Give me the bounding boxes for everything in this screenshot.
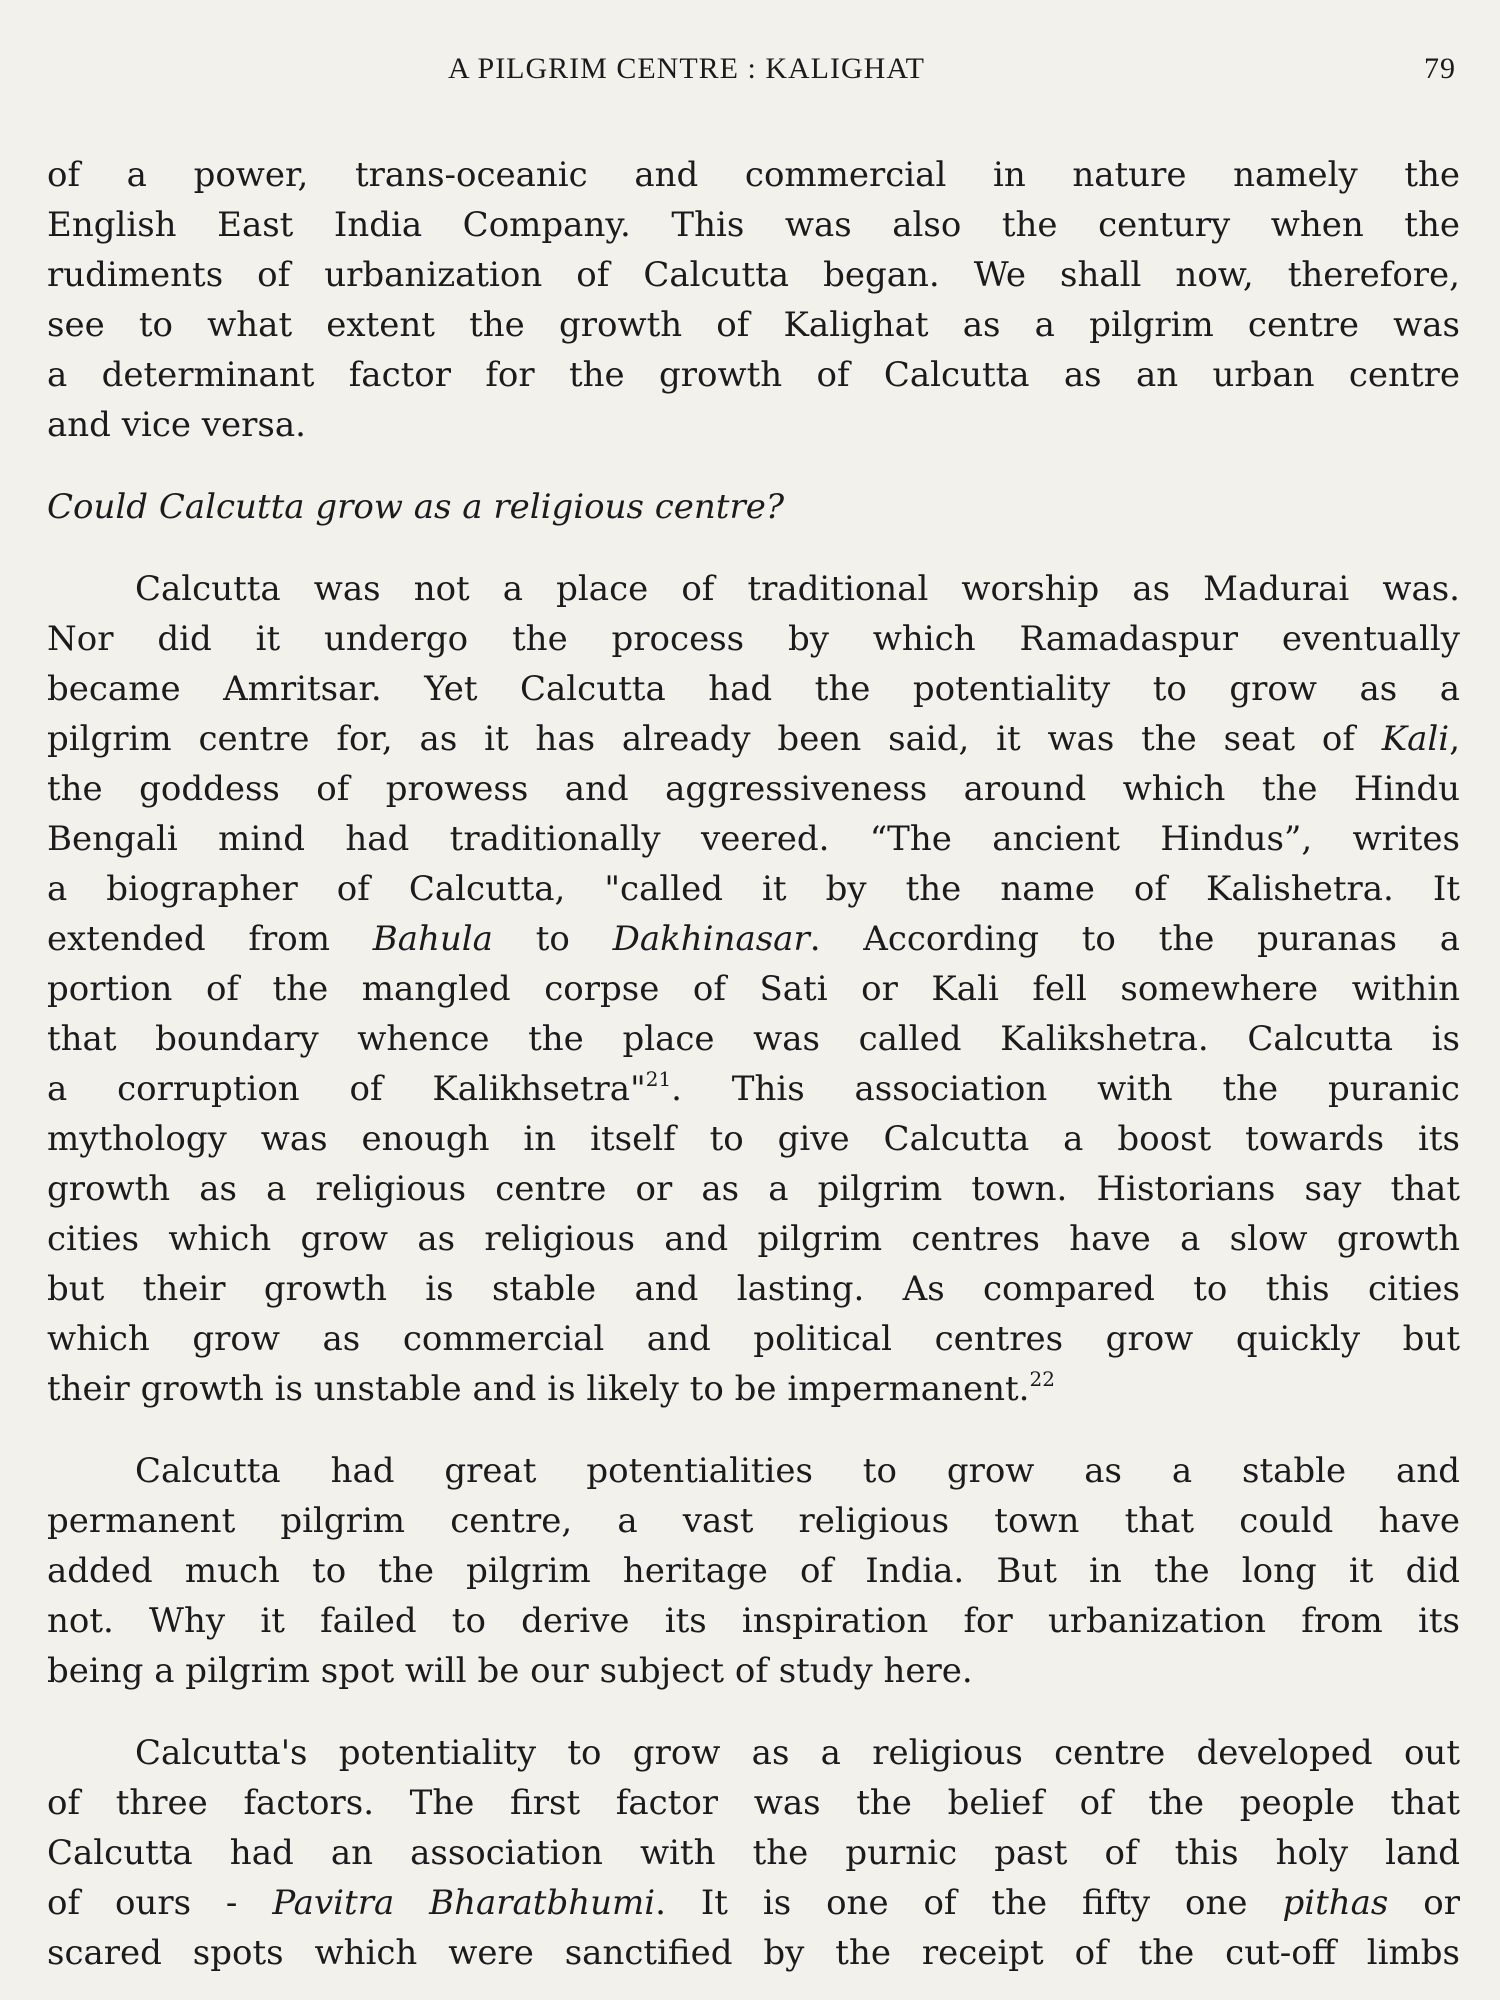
text-line: see to what extent the growth of Kalighat as a pilgrim centre was <box>47 305 1460 345</box>
paragraph-2 <box>47 564 1460 1414</box>
footnote-ref: 21 <box>645 1067 672 1091</box>
text-line: the goddess of prowess and aggressiveness around which the Hindu <box>47 769 1460 809</box>
text-line: Bengali mind had traditionally veered. “The ancient Hindus”, writes <box>47 819 1460 859</box>
text-line <box>47 1064 1460 1114</box>
page-number: 79 <box>1424 52 1456 85</box>
text-line: growth as a religious centre or as a pilgrim town. Historians say that <box>47 1169 1460 1209</box>
running-title: A PILGRIM CENTRE : KALIGHAT <box>448 52 925 85</box>
text-line: of a power, trans-oceanic and commercial in nature namely the <box>47 155 1460 195</box>
paragraph-gap <box>47 1696 1460 1728</box>
italic-term: Dakhinasar <box>612 919 810 959</box>
text-line: English East India Company. This was also the century when the <box>47 205 1460 245</box>
text-line: a determinant factor for the growth of Calcutta as an urban centre <box>47 355 1460 395</box>
paragraph-gap <box>47 450 1460 482</box>
italic-term: Pavitra Bharatbhumi <box>272 1883 656 1923</box>
section-heading <box>47 482 1460 532</box>
line-text: . According to the puranas a <box>809 919 1460 959</box>
paragraph-1 <box>47 150 1460 450</box>
text-line: that boundary whence the place was called Kalikshetra. Calcutta is <box>47 1019 1460 1059</box>
running-header <box>0 52 1500 92</box>
text-line <box>47 1878 1460 1928</box>
line-text: a corruption of Kalikhsetra" <box>47 1069 646 1109</box>
text-line <box>47 914 1460 964</box>
text-line: permanent pilgrim centre, a vast religious town that could have <box>47 1501 1460 1541</box>
text-line: of three factors. The first factor was the belief of the people that <box>47 1783 1460 1823</box>
text-line: portion of the mangled corpse of Sati or Kali fell somewhere within <box>47 969 1460 1009</box>
section-heading-text: Could Calcutta grow as a religious centre? <box>47 487 785 527</box>
paragraph-4 <box>47 1728 1460 1978</box>
text-line: Calcutta had great potentialities to grow as a stable and <box>135 1451 1460 1491</box>
text-line: added much to the pilgrim heritage of India. But in the long it did <box>47 1551 1460 1591</box>
line-text: pilgrim centre for, as it has already been said, it was the seat of <box>47 719 1382 759</box>
paragraph-gap <box>47 1414 1460 1446</box>
italic-term: Kali <box>1381 719 1450 759</box>
text-line <box>47 714 1460 764</box>
text-line: and vice versa. <box>47 405 306 445</box>
text-line: Calcutta had an association with the purnic past of this holy land <box>47 1833 1460 1873</box>
body-text <box>47 150 1460 1978</box>
line-text: extended from <box>47 919 373 959</box>
line-text: . This association with the puranic <box>671 1069 1460 1109</box>
text-line: cities which grow as religious and pilgrim centres have a slow growth <box>47 1219 1460 1259</box>
text-line: a biographer of Calcutta, "called it by the name of Kalishetra. It <box>47 869 1460 909</box>
line-text: to <box>492 919 613 959</box>
text-line <box>47 1364 1460 1414</box>
text-line: Calcutta was not a place of traditional worship as Madurai was. <box>135 569 1460 609</box>
italic-term: Bahula <box>372 919 493 959</box>
italic-term: pithas <box>1282 1883 1389 1923</box>
text-line: Calcutta's potentiality to grow as a religious centre developed out <box>135 1733 1460 1773</box>
text-line: being a pilgrim spot will be our subject of study here. <box>47 1651 973 1691</box>
footnote-ref: 22 <box>1029 1367 1055 1391</box>
text-line: not. Why it failed to derive its inspiration for urbanization from its <box>47 1601 1460 1641</box>
text-line: Nor did it undergo the process by which Ramadaspur eventually <box>47 619 1460 659</box>
paragraph-3 <box>47 1446 1460 1696</box>
text-line: which grow as commercial and political centres grow quickly but <box>47 1319 1460 1359</box>
text-line: but their growth is stable and lasting. As compared to this cities <box>47 1269 1460 1309</box>
text-line: rudiments of urbanization of Calcutta began. We shall now, therefore, <box>47 255 1460 295</box>
paragraph-gap <box>47 532 1460 564</box>
text-line: scared spots which were sanctified by the receipt of the cut-off limbs <box>47 1933 1460 1973</box>
punctuation: , <box>1449 719 1460 759</box>
text-line: became Amritsar. Yet Calcutta had the potentiality to grow as a <box>47 669 1460 709</box>
line-text: of ours - <box>47 1883 273 1923</box>
line-text: . It is one of the fifty one <box>655 1883 1283 1923</box>
line-text: or <box>1388 1883 1461 1923</box>
text-line: mythology was enough in itself to give Calcutta a boost towards its <box>47 1119 1460 1159</box>
line-text: their growth is unstable and is likely to be impermanent. <box>47 1369 1030 1409</box>
